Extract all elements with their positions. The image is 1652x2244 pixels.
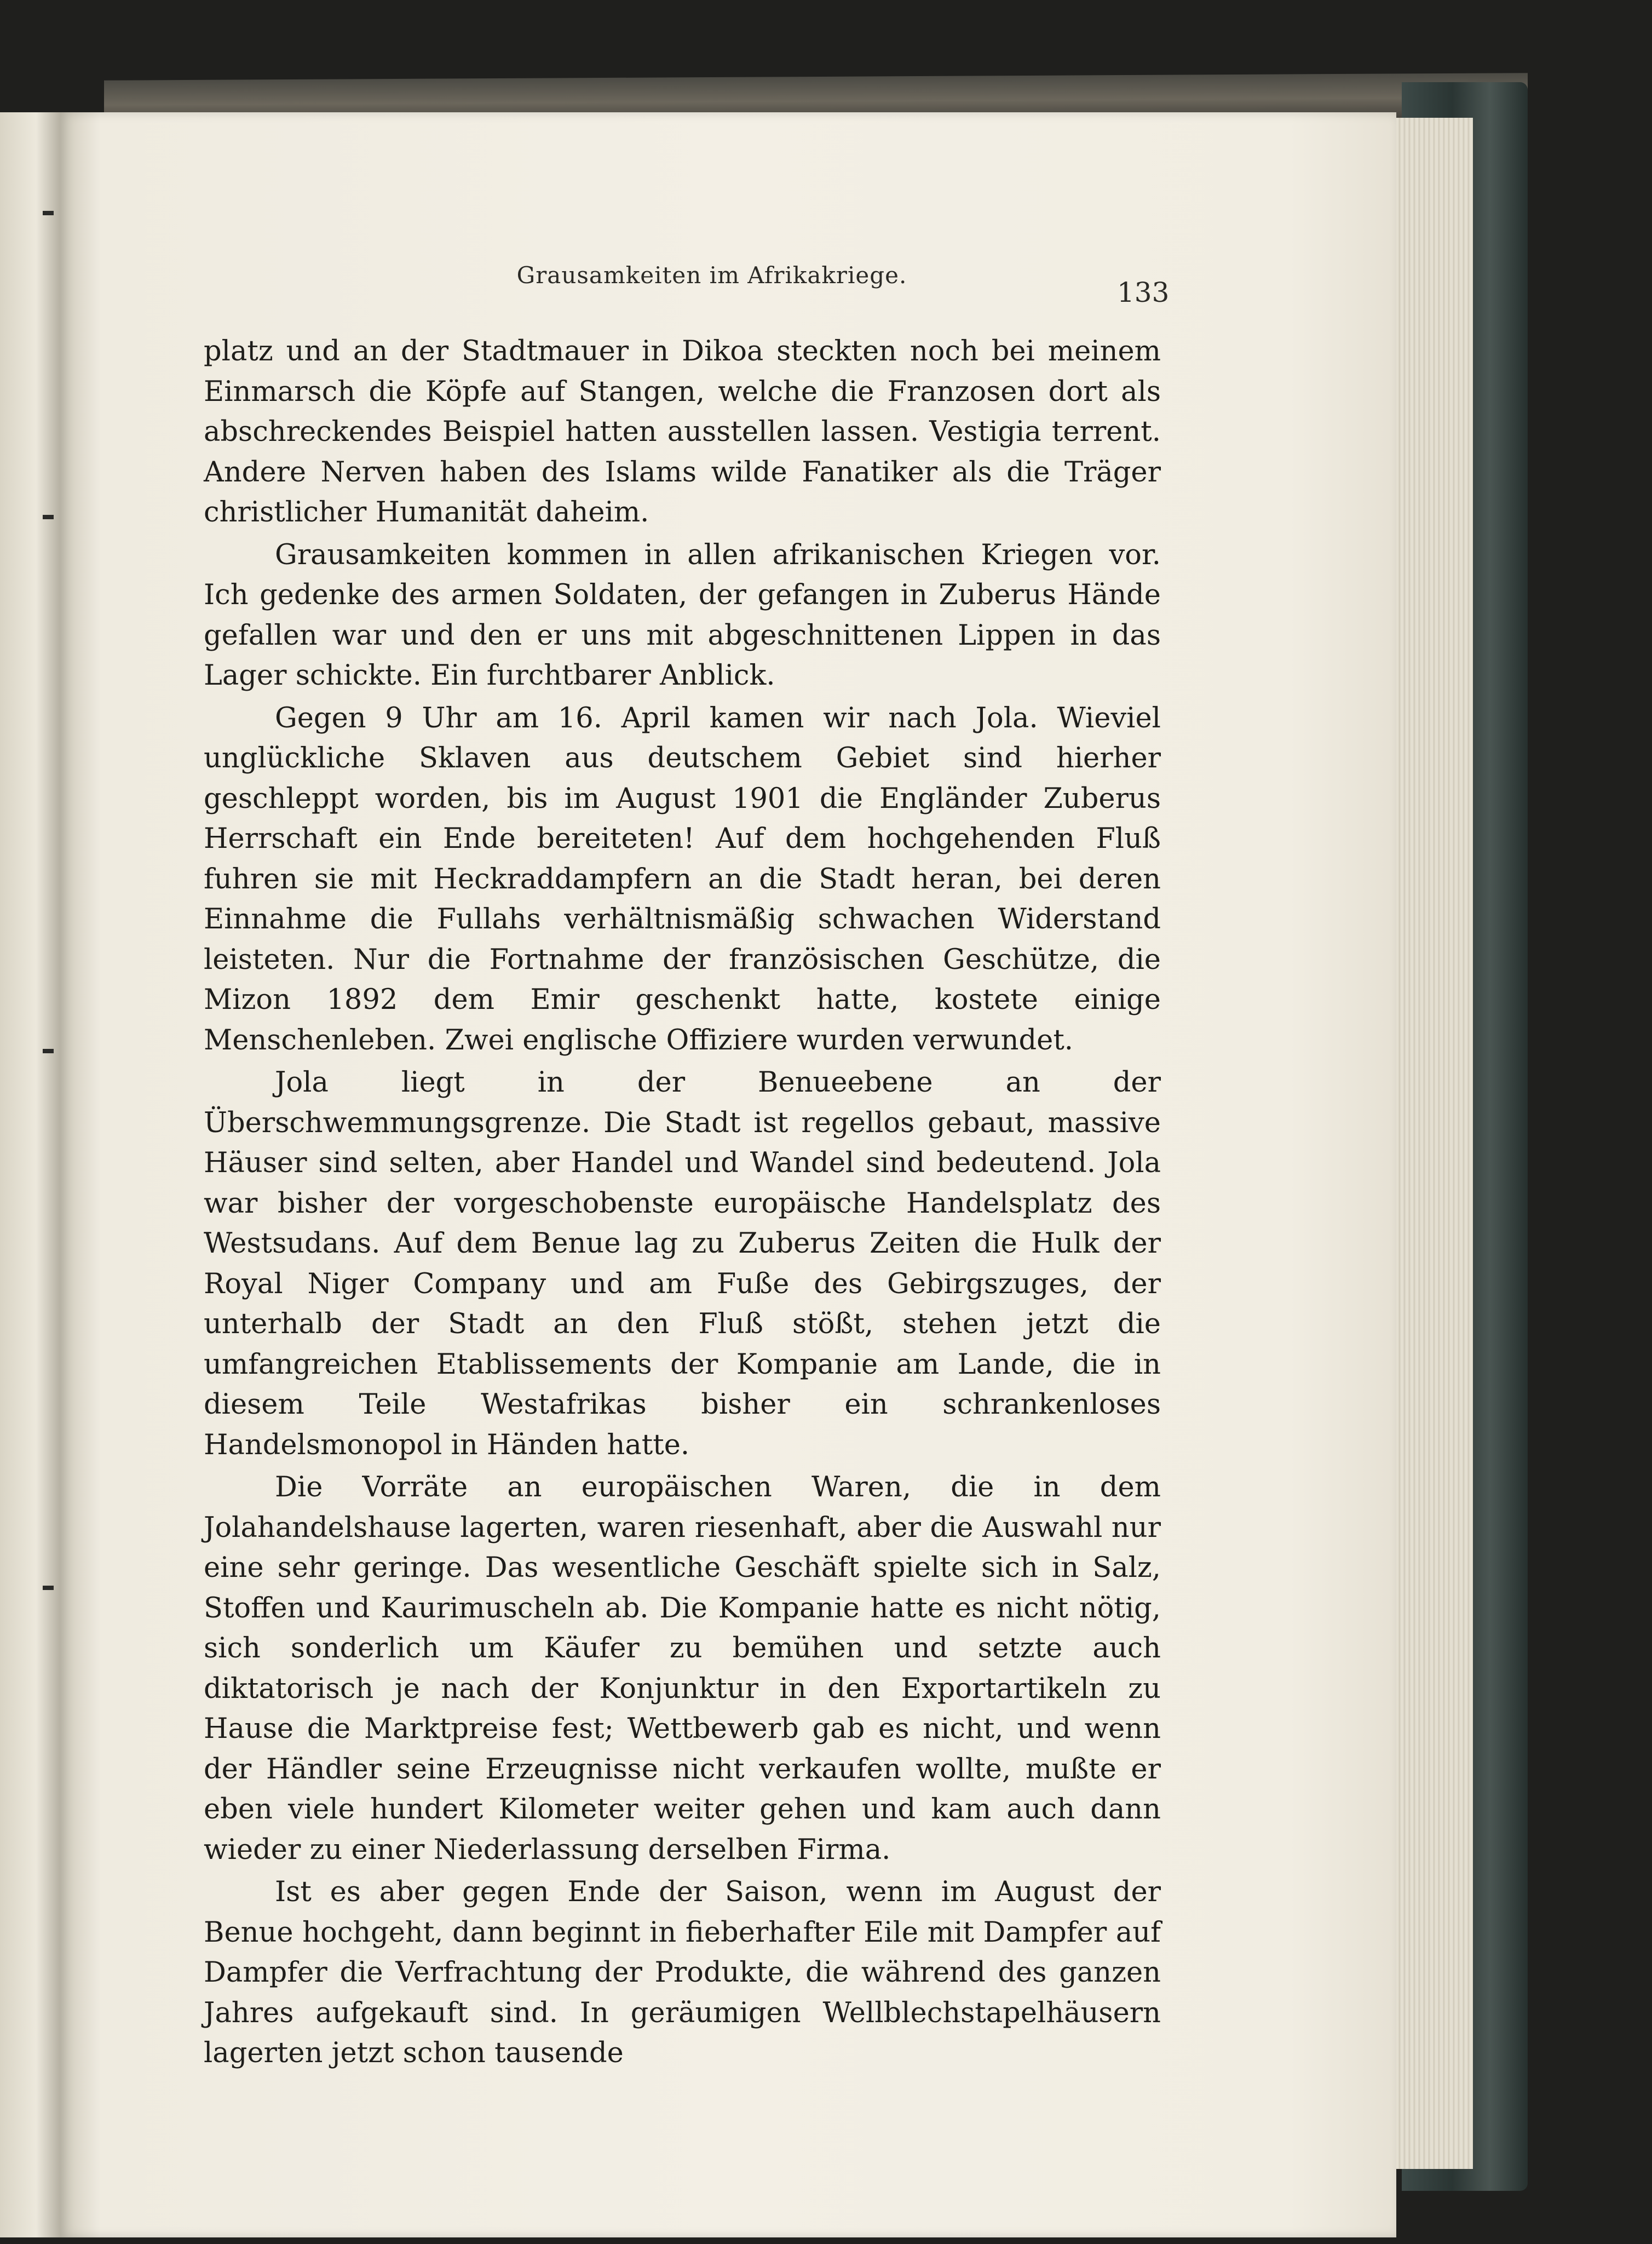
running-head: Grausamkeiten im Afrikakriege. — [516, 262, 907, 289]
margin-mark — [43, 515, 54, 519]
paragraph: Ist es aber gegen Ende der Saison, wenn im August der Benue hochgeht, dann beginnt in fieberhafter Eile mit Dampfer auf Dampfer die Verfrachtung der Produkte, die während des ganzen Jahres aufgekauft sind. In geräumigen Wellblechstapelhäusern lagerten jetzt schon tausende — [204, 1876, 1161, 2069]
page-number: 133 — [1117, 277, 1170, 308]
body-text — [204, 331, 1161, 2076]
left-page-edge — [0, 112, 60, 2237]
paragraph: platz und an der Stadtmauer in Dikoa steckten noch bei meinem Einmarsch die Köpfe auf Stangen, welche die Franzosen dort als abschreckendes Beispiel hatten ausstellen lassen. Vestigia terrent. Andere Nerven haben des Islams wilde Fanatiker als die Träger christlicher Humanität daheim. — [204, 335, 1161, 529]
page-block-edges — [1391, 118, 1473, 2169]
paragraph: Jola liegt in der Benueebene an der Überschwemmungsgrenze. Die Stadt ist regellos gebaut, massive Häuser sind selten, aber Handel und Wandel sind bedeutend. Jola war bisher der vorgeschobenste europäische Handelsplatz des Westsudans. Auf dem Benue lag zu Zuberus Zeiten die Hulk der Royal Niger Company und am Fuße des Gebirgszuges, der unterhalb der Stadt an den Fluß stößt, stehen jetzt die umfangreichen Etablissements der Kompanie am Lande, die in diesem Teile Westafrikas bisher ein schrankenloses Handelsmonopol in Händen hatte. — [204, 1066, 1161, 1461]
margin-mark — [43, 1586, 54, 1590]
paragraph: Gegen 9 Uhr am 16. April kamen wir nach Jola. Wieviel unglückliche Sklaven aus deutschem Gebiet sind hierher geschleppt worden, bis im August 1901 die Engländer Zuberus Herrschaft ein Ende bereiteten! Auf dem hochgehenden Fluß fuhren sie mit Heckraddampfern an die Stadt heran, bei deren Einnahme die Fullahs verhältnismäßig schwachen Widerstand leisteten. Nur die Fortnahme der französischen Geschütze, die Mizon 1892 dem Emir geschenkt hatte, kostete einige Menschenleben. Zwei englische Offiziere wurden verwundet. — [204, 702, 1161, 1057]
margin-mark — [43, 211, 54, 215]
margin-mark — [43, 1049, 54, 1053]
paragraph: Grausamkeiten kommen in allen afrikanischen Kriegen vor. Ich gedenke des armen Soldaten, der gefangen in Zuberus Hände gefallen war und den er uns mit abgeschnittenen Lippen in das Lager schickte. Ein furchtbarer Anblick. — [204, 538, 1161, 692]
paragraph: Die Vorräte an europäischen Waren, die in dem Jolahandelshause lagerten, waren riesenhaft, aber die Auswahl nur eine sehr geringe. Das wesentliche Geschäft spielte sich in Salz, Stoffen und Kaurimuscheln ab. Die Kompanie hatte es nicht nötig, sich sonderlich um Käufer zu bemühen und setzte auch diktatorisch je nach der Konjunktur in den Exportartikeln zu Hause die Marktpreise fest; Wettbewerb gab es nicht, und wenn der Händler seine Erzeugnisse nicht verkaufen wollte, mußte er eben viele hundert Kilometer weiter gehen und kam auch dann wieder zu einer Niederlassung derselben Firma. — [204, 1471, 1161, 1866]
